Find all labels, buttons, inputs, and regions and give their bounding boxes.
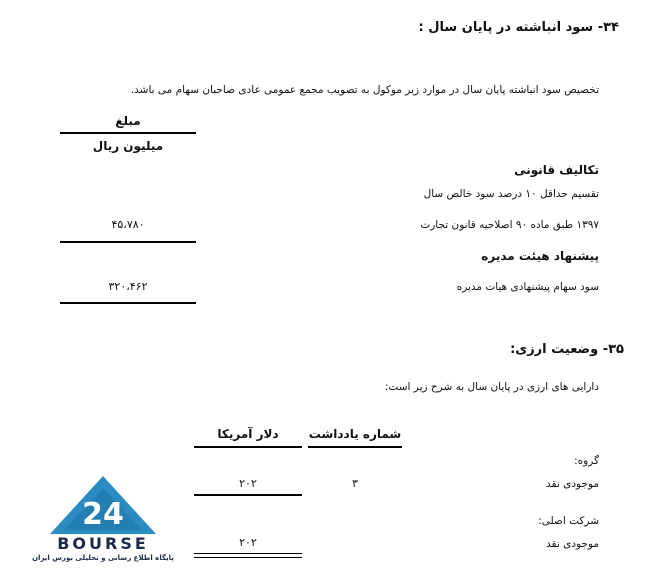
board-proposal-line: سود سهام پیشنهادی هیات مدیره xyxy=(456,281,599,293)
legal-amount-rule xyxy=(60,241,196,243)
usd-header: دلار آمریکا xyxy=(217,427,279,441)
header-rule xyxy=(60,132,196,134)
note-number-header: شماره یادداشت xyxy=(308,427,402,441)
parent-company-label: شرکت اصلی: xyxy=(538,515,599,527)
section-34-heading: ۳۴- سود انباشته در پایان سال : xyxy=(418,20,619,35)
parent-cash-usd: ۲۰۲ xyxy=(239,536,257,549)
group-cash-label: موجودی نقد xyxy=(546,478,599,490)
legal-line-2: ۱۳۹۷ طبق ماده ۹۰ اصلاحیه قانون تجارت xyxy=(420,219,599,231)
group-cash-note: ۳ xyxy=(352,477,358,490)
logo-name: BOURSE xyxy=(57,534,149,553)
bourse-logo xyxy=(28,474,178,570)
group-cash-rule xyxy=(194,494,302,496)
legal-amount: ۴۵،۷۸۰ xyxy=(111,218,145,231)
board-proposal-amount: ۳۲۰،۴۶۲ xyxy=(108,280,148,293)
usd-header-rule xyxy=(194,446,302,448)
section-35-intro: دارایی های ارزی در پایان سال به شرح زیر است: xyxy=(384,381,599,393)
unit-column-header: میلیون ریال xyxy=(92,139,164,153)
logo-mark-icon xyxy=(28,474,178,536)
section-35-heading: ۳۵- وضعیت ارزی: xyxy=(510,342,624,357)
section-34-intro: تخصیص سود انباشته پایان سال در موارد زیر موکول به تصویب مجمع عمومی عادی صاحبان سهام می باشد. xyxy=(130,84,599,96)
board-proposal-rule xyxy=(60,302,196,304)
parent-cash-double-rule xyxy=(194,553,302,558)
legal-line-1: تقسیم حداقل ۱۰ درصد سود خالص سال xyxy=(423,188,599,200)
group-label: گروه: xyxy=(574,455,599,467)
group-cash-usd: ۲۰۲ xyxy=(239,477,257,490)
legal-obligations-title: تکالیف قانونی xyxy=(514,163,599,177)
logo-number: 24 xyxy=(82,497,124,532)
logo-tagline: پایگاه اطلاع رسانی و تحلیلی بورس ایران xyxy=(32,554,174,562)
note-header-rule xyxy=(308,446,402,448)
amount-column-header: مبلغ xyxy=(115,114,141,128)
parent-cash-label: موجودی نقد xyxy=(546,538,599,550)
board-proposal-title: پیشنهاد هیئت مدیره xyxy=(481,249,599,263)
